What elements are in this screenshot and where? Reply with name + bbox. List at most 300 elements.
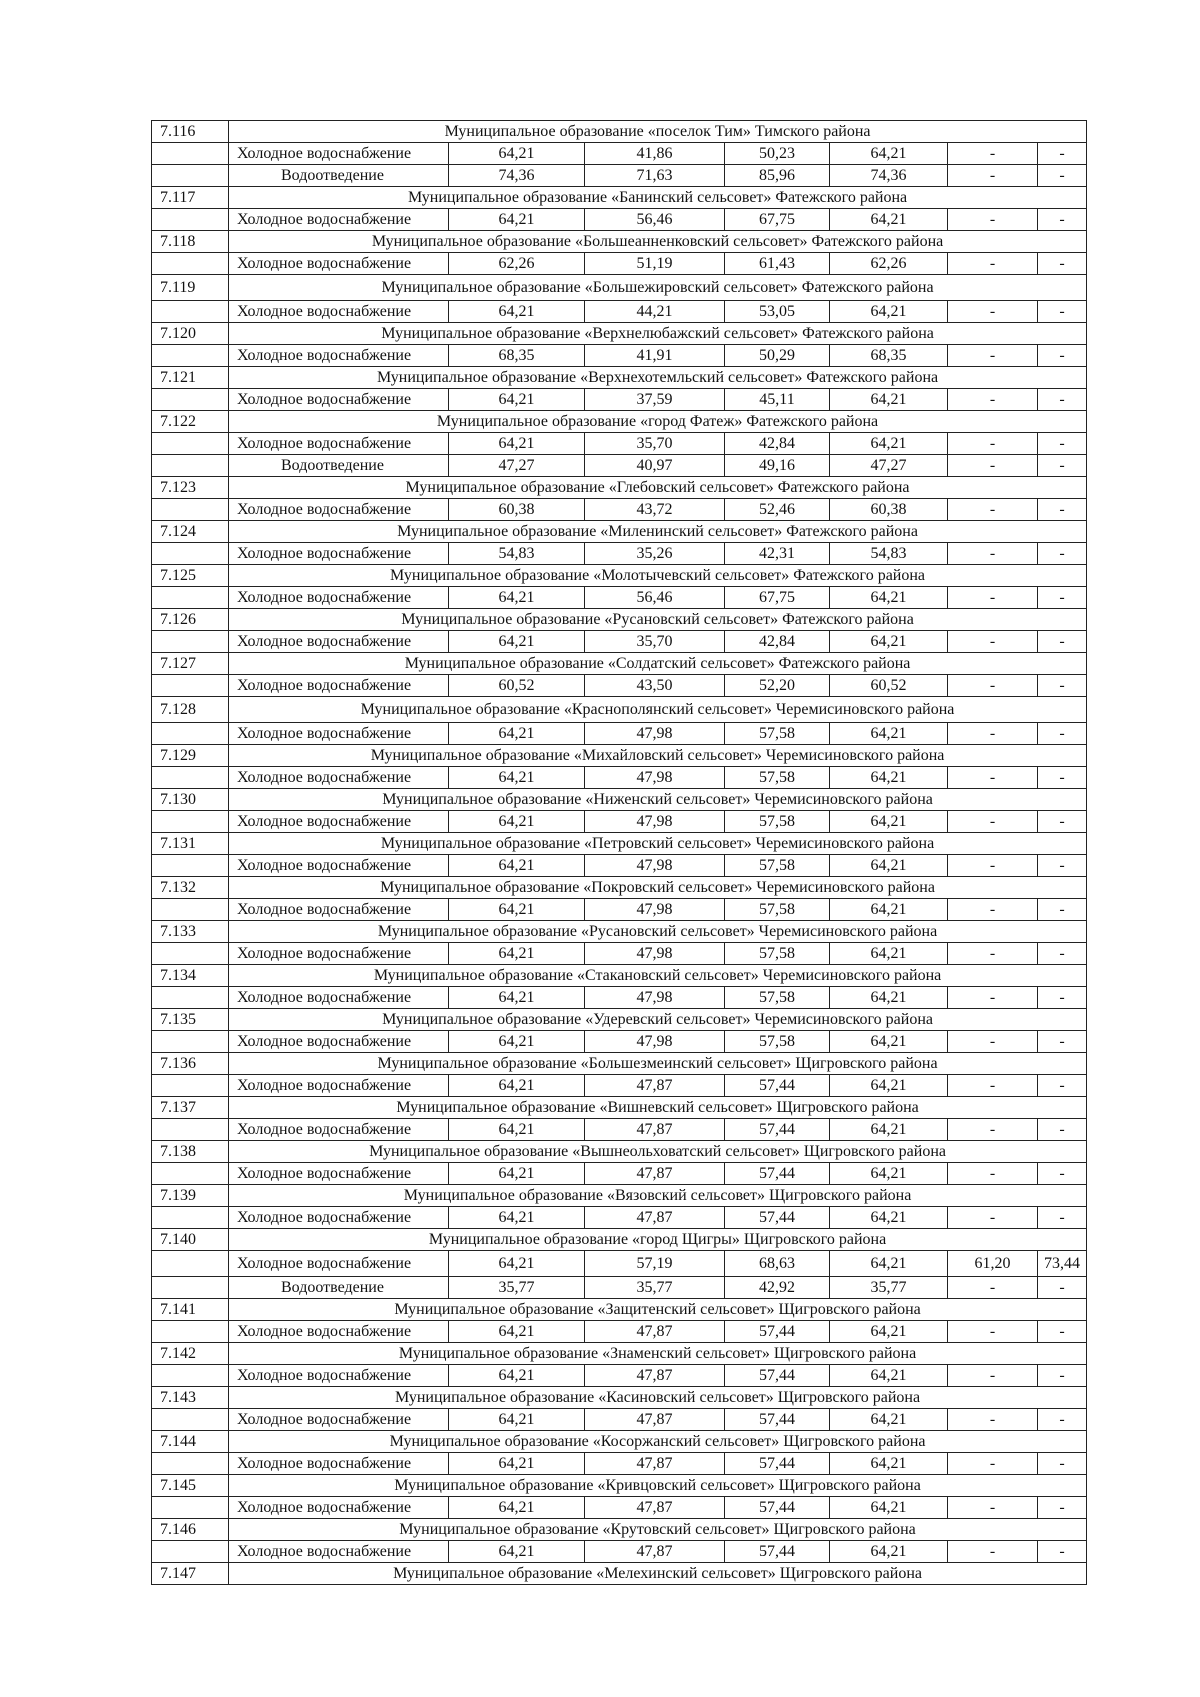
municipality-title: Муниципальное образование «Верхнелюбажский сельсовет» Фатежского района bbox=[229, 323, 1087, 345]
service-name: Холодное водоснабжение bbox=[229, 1409, 449, 1431]
municipality-header-row bbox=[152, 1519, 1087, 1541]
municipality-header-row bbox=[152, 275, 1087, 301]
tariff-3: 42,84 bbox=[725, 433, 830, 455]
tariff-5: - bbox=[948, 987, 1038, 1009]
tariff-4: 60,38 bbox=[830, 499, 948, 521]
tariff-2: 47,87 bbox=[585, 1497, 725, 1519]
tariff-6: - bbox=[1038, 301, 1087, 323]
tariff-3: 53,05 bbox=[725, 301, 830, 323]
service-name: Холодное водоснабжение bbox=[229, 631, 449, 653]
tariff-3: 57,44 bbox=[725, 1163, 830, 1185]
item-number: 7.125 bbox=[152, 565, 229, 587]
municipality-title: Муниципальное образование «Русановский сельсовет» Фатежского района bbox=[229, 609, 1087, 631]
tariff-1: 64,21 bbox=[449, 899, 585, 921]
tariff-4: 64,21 bbox=[830, 1497, 948, 1519]
municipality-header-row bbox=[152, 921, 1087, 943]
tariff-6: - bbox=[1038, 143, 1087, 165]
tariff-4: 64,21 bbox=[830, 1409, 948, 1431]
service-name: Холодное водоснабжение bbox=[229, 1031, 449, 1053]
municipality-header-row bbox=[152, 323, 1087, 345]
tariff-row bbox=[152, 1321, 1087, 1343]
item-number: 7.134 bbox=[152, 965, 229, 987]
tariff-row bbox=[152, 1075, 1087, 1097]
tariff-3: 52,20 bbox=[725, 675, 830, 697]
tariff-6: - bbox=[1038, 1163, 1087, 1185]
tariff-row bbox=[152, 631, 1087, 653]
tariff-row bbox=[152, 433, 1087, 455]
tariff-2: 35,70 bbox=[585, 433, 725, 455]
tariff-5: - bbox=[948, 1119, 1038, 1141]
tariff-row bbox=[152, 987, 1087, 1009]
tariff-row bbox=[152, 1541, 1087, 1563]
item-number-empty bbox=[152, 499, 229, 521]
tariff-4: 64,21 bbox=[830, 855, 948, 877]
tariff-4: 64,21 bbox=[830, 1075, 948, 1097]
municipality-header-row bbox=[152, 1097, 1087, 1119]
item-number: 7.139 bbox=[152, 1185, 229, 1207]
tariff-1: 64,21 bbox=[449, 1365, 585, 1387]
tariff-1: 62,26 bbox=[449, 253, 585, 275]
tariff-1: 64,21 bbox=[449, 1075, 585, 1097]
item-number: 7.129 bbox=[152, 745, 229, 767]
tariff-2: 40,97 bbox=[585, 455, 725, 477]
tariff-5: - bbox=[948, 943, 1038, 965]
tariff-5: - bbox=[948, 301, 1038, 323]
item-number: 7.126 bbox=[152, 609, 229, 631]
tariff-6: - bbox=[1038, 1321, 1087, 1343]
tariff-4: 64,21 bbox=[830, 767, 948, 789]
tariff-2: 44,21 bbox=[585, 301, 725, 323]
service-name: Холодное водоснабжение bbox=[229, 209, 449, 231]
municipality-header-row bbox=[152, 521, 1087, 543]
tariff-4: 74,36 bbox=[830, 165, 948, 187]
tariff-4: 64,21 bbox=[830, 723, 948, 745]
item-number-empty bbox=[152, 987, 229, 1009]
municipality-header-row bbox=[152, 1563, 1087, 1585]
tariff-2: 47,98 bbox=[585, 943, 725, 965]
tariff-4: 64,21 bbox=[830, 301, 948, 323]
item-number: 7.138 bbox=[152, 1141, 229, 1163]
tariff-1: 64,21 bbox=[449, 767, 585, 789]
municipality-title: Муниципальное образование «Ниженский сельсовет» Черемисиновского района bbox=[229, 789, 1087, 811]
municipality-header-row bbox=[152, 697, 1087, 723]
tariff-2: 47,87 bbox=[585, 1321, 725, 1343]
item-number-empty bbox=[152, 1031, 229, 1053]
tariff-1: 64,21 bbox=[449, 943, 585, 965]
item-number: 7.147 bbox=[152, 1563, 229, 1585]
tariff-5: - bbox=[948, 1031, 1038, 1053]
tariff-3: 57,44 bbox=[725, 1119, 830, 1141]
service-name: Холодное водоснабжение bbox=[229, 143, 449, 165]
tariff-row bbox=[152, 209, 1087, 231]
tariff-2: 51,19 bbox=[585, 253, 725, 275]
tariff-4: 64,21 bbox=[830, 1321, 948, 1343]
tariff-1: 64,21 bbox=[449, 723, 585, 745]
municipality-header-row bbox=[152, 609, 1087, 631]
municipality-header-row bbox=[152, 877, 1087, 899]
tariff-5: - bbox=[948, 1163, 1038, 1185]
tariff-row bbox=[152, 899, 1087, 921]
item-number-empty bbox=[152, 1453, 229, 1475]
municipality-title: Муниципальное образование «Защитенский сельсовет» Щигровского района bbox=[229, 1299, 1087, 1321]
tariff-3: 67,75 bbox=[725, 587, 830, 609]
tariff-5: - bbox=[948, 143, 1038, 165]
tariff-3: 57,58 bbox=[725, 767, 830, 789]
tariff-6: - bbox=[1038, 1497, 1087, 1519]
municipality-title: Муниципальное образование «Вишневский сельсовет» Щигровского района bbox=[229, 1097, 1087, 1119]
tariff-6: - bbox=[1038, 1409, 1087, 1431]
tariff-1: 64,21 bbox=[449, 433, 585, 455]
tariff-1: 64,21 bbox=[449, 209, 585, 231]
tariff-5: - bbox=[948, 723, 1038, 745]
tariff-3: 57,44 bbox=[725, 1453, 830, 1475]
tariff-1: 64,21 bbox=[449, 389, 585, 411]
tariff-2: 47,87 bbox=[585, 1541, 725, 1563]
tariff-4: 64,21 bbox=[830, 209, 948, 231]
tariff-2: 47,87 bbox=[585, 1075, 725, 1097]
tariff-3: 57,58 bbox=[725, 811, 830, 833]
item-number-empty bbox=[152, 1251, 229, 1277]
tariff-5: - bbox=[948, 1207, 1038, 1229]
tariff-6: - bbox=[1038, 767, 1087, 789]
tariff-5: - bbox=[948, 811, 1038, 833]
municipality-header-row bbox=[152, 477, 1087, 499]
service-name: Холодное водоснабжение bbox=[229, 253, 449, 275]
item-number: 7.117 bbox=[152, 187, 229, 209]
tariff-1: 64,21 bbox=[449, 1207, 585, 1229]
service-name: Холодное водоснабжение bbox=[229, 987, 449, 1009]
tariff-2: 47,98 bbox=[585, 899, 725, 921]
item-number: 7.140 bbox=[152, 1229, 229, 1251]
tariff-6: 73,44 bbox=[1038, 1251, 1087, 1277]
municipality-title: Муниципальное образование «Вышнеольховатский сельсовет» Щигровского района bbox=[229, 1141, 1087, 1163]
item-number-empty bbox=[152, 723, 229, 745]
service-name: Холодное водоснабжение bbox=[229, 1497, 449, 1519]
municipality-header-row bbox=[152, 1185, 1087, 1207]
service-name: Холодное водоснабжение bbox=[229, 345, 449, 367]
tariff-row bbox=[152, 1409, 1087, 1431]
municipality-title: Муниципальное образование «Касиновский сельсовет» Щигровского района bbox=[229, 1387, 1087, 1409]
item-number: 7.130 bbox=[152, 789, 229, 811]
item-number: 7.142 bbox=[152, 1343, 229, 1365]
tariff-5: - bbox=[948, 1365, 1038, 1387]
tariff-6: - bbox=[1038, 455, 1087, 477]
tariff-3: 57,58 bbox=[725, 723, 830, 745]
item-number: 7.119 bbox=[152, 275, 229, 301]
service-name: Холодное водоснабжение bbox=[229, 301, 449, 323]
tariff-4: 47,27 bbox=[830, 455, 948, 477]
tariff-1: 68,35 bbox=[449, 345, 585, 367]
tariff-4: 64,21 bbox=[830, 1207, 948, 1229]
service-name: Холодное водоснабжение bbox=[229, 1251, 449, 1277]
item-number-empty bbox=[152, 1119, 229, 1141]
tariff-4: 64,21 bbox=[830, 811, 948, 833]
item-number: 7.132 bbox=[152, 877, 229, 899]
item-number-empty bbox=[152, 301, 229, 323]
municipality-title: Муниципальное образование «Верхнехотемльский сельсовет» Фатежского района bbox=[229, 367, 1087, 389]
item-number-empty bbox=[152, 943, 229, 965]
tariff-5: - bbox=[948, 767, 1038, 789]
tariff-2: 47,87 bbox=[585, 1409, 725, 1431]
item-number: 7.120 bbox=[152, 323, 229, 345]
tariff-5: - bbox=[948, 1541, 1038, 1563]
tariff-5: - bbox=[948, 543, 1038, 565]
item-number: 7.124 bbox=[152, 521, 229, 543]
municipality-title: Муниципальное образование «Банинский сельсовет» Фатежского района bbox=[229, 187, 1087, 209]
tariff-1: 64,21 bbox=[449, 855, 585, 877]
tariff-4: 54,83 bbox=[830, 543, 948, 565]
tariff-3: 42,31 bbox=[725, 543, 830, 565]
tariff-4: 64,21 bbox=[830, 1365, 948, 1387]
tariff-3: 67,75 bbox=[725, 209, 830, 231]
tariff-3: 57,44 bbox=[725, 1541, 830, 1563]
item-number-empty bbox=[152, 1409, 229, 1431]
tariff-5: - bbox=[948, 1497, 1038, 1519]
municipality-title: Муниципальное образование «город Щигры» Щигровского района bbox=[229, 1229, 1087, 1251]
tariff-2: 35,26 bbox=[585, 543, 725, 565]
item-number-empty bbox=[152, 767, 229, 789]
tariff-table-body bbox=[152, 121, 1087, 1585]
municipality-header-row bbox=[152, 121, 1087, 143]
municipality-title: Муниципальное образование «Крутовский сельсовет» Щигровского района bbox=[229, 1519, 1087, 1541]
tariff-row bbox=[152, 811, 1087, 833]
item-number: 7.145 bbox=[152, 1475, 229, 1497]
tariff-row bbox=[152, 855, 1087, 877]
municipality-title: Муниципальное образование «Глебовский сельсовет» Фатежского района bbox=[229, 477, 1087, 499]
tariff-5: - bbox=[948, 899, 1038, 921]
tariff-1: 64,21 bbox=[449, 1321, 585, 1343]
item-number-empty bbox=[152, 811, 229, 833]
tariff-row bbox=[152, 165, 1087, 187]
item-number-empty bbox=[152, 389, 229, 411]
service-name: Холодное водоснабжение bbox=[229, 499, 449, 521]
service-name: Холодное водоснабжение bbox=[229, 587, 449, 609]
tariff-row bbox=[152, 1453, 1087, 1475]
service-name: Холодное водоснабжение bbox=[229, 855, 449, 877]
tariff-6: - bbox=[1038, 723, 1087, 745]
item-number-empty bbox=[152, 1497, 229, 1519]
tariff-2: 71,63 bbox=[585, 165, 725, 187]
tariff-2: 47,87 bbox=[585, 1119, 725, 1141]
tariff-4: 64,21 bbox=[830, 631, 948, 653]
municipality-header-row bbox=[152, 1141, 1087, 1163]
tariff-6: - bbox=[1038, 253, 1087, 275]
item-number-empty bbox=[152, 855, 229, 877]
tariff-3: 50,23 bbox=[725, 143, 830, 165]
municipality-title: Муниципальное образование «город Фатеж» Фатежского района bbox=[229, 411, 1087, 433]
tariff-3: 50,29 bbox=[725, 345, 830, 367]
municipality-title: Муниципальное образование «Кривцовский сельсовет» Щигровского района bbox=[229, 1475, 1087, 1497]
municipality-header-row bbox=[152, 653, 1087, 675]
tariff-4: 64,21 bbox=[830, 1453, 948, 1475]
tariff-2: 47,98 bbox=[585, 767, 725, 789]
tariff-2: 43,50 bbox=[585, 675, 725, 697]
tariff-2: 37,59 bbox=[585, 389, 725, 411]
item-number: 7.123 bbox=[152, 477, 229, 499]
tariff-6: - bbox=[1038, 587, 1087, 609]
tariff-5: - bbox=[948, 499, 1038, 521]
item-number: 7.143 bbox=[152, 1387, 229, 1409]
municipality-title: Муниципальное образование «Солдатский сельсовет» Фатежского района bbox=[229, 653, 1087, 675]
tariff-6: - bbox=[1038, 1365, 1087, 1387]
municipality-title: Муниципальное образование «Миленинский сельсовет» Фатежского района bbox=[229, 521, 1087, 543]
tariff-3: 68,63 bbox=[725, 1251, 830, 1277]
tariff-2: 47,87 bbox=[585, 1207, 725, 1229]
tariff-table bbox=[151, 120, 1087, 1585]
tariff-2: 57,19 bbox=[585, 1251, 725, 1277]
tariff-6: - bbox=[1038, 675, 1087, 697]
municipality-header-row bbox=[152, 231, 1087, 253]
municipality-header-row bbox=[152, 1431, 1087, 1453]
tariff-1: 64,21 bbox=[449, 1541, 585, 1563]
tariff-2: 43,72 bbox=[585, 499, 725, 521]
municipality-title: Муниципальное образование «Краснополянский сельсовет» Черемисиновского района bbox=[229, 697, 1087, 723]
tariff-6: - bbox=[1038, 1207, 1087, 1229]
tariff-1: 64,21 bbox=[449, 1119, 585, 1141]
tariff-2: 47,87 bbox=[585, 1453, 725, 1475]
tariff-6: - bbox=[1038, 433, 1087, 455]
item-number-empty bbox=[152, 1163, 229, 1185]
tariff-4: 64,21 bbox=[830, 1251, 948, 1277]
item-number-empty bbox=[152, 1075, 229, 1097]
item-number-empty bbox=[152, 1207, 229, 1229]
municipality-title: Муниципальное образование «Мелехинский сельсовет» Щигровского района bbox=[229, 1563, 1087, 1585]
tariff-2: 47,98 bbox=[585, 1031, 725, 1053]
municipality-header-row bbox=[152, 965, 1087, 987]
tariff-row bbox=[152, 1031, 1087, 1053]
tariff-6: - bbox=[1038, 499, 1087, 521]
tariff-1: 64,21 bbox=[449, 987, 585, 1009]
tariff-6: - bbox=[1038, 1453, 1087, 1475]
tariff-4: 68,35 bbox=[830, 345, 948, 367]
tariff-2: 47,98 bbox=[585, 723, 725, 745]
tariff-6: - bbox=[1038, 1277, 1087, 1299]
tariff-4: 62,26 bbox=[830, 253, 948, 275]
municipality-title: Муниципальное образование «Большезмеинский сельсовет» Щигровского района bbox=[229, 1053, 1087, 1075]
service-name: Холодное водоснабжение bbox=[229, 1163, 449, 1185]
municipality-header-row bbox=[152, 745, 1087, 767]
item-number: 7.116 bbox=[152, 121, 229, 143]
tariff-row bbox=[152, 253, 1087, 275]
item-number-empty bbox=[152, 1365, 229, 1387]
tariff-3: 52,46 bbox=[725, 499, 830, 521]
item-number-empty bbox=[152, 1321, 229, 1343]
item-number-empty bbox=[152, 1277, 229, 1299]
service-name: Холодное водоснабжение bbox=[229, 811, 449, 833]
item-number: 7.121 bbox=[152, 367, 229, 389]
tariff-1: 64,21 bbox=[449, 811, 585, 833]
tariff-5: - bbox=[948, 587, 1038, 609]
item-number: 7.136 bbox=[152, 1053, 229, 1075]
tariff-row bbox=[152, 1365, 1087, 1387]
tariff-5: - bbox=[948, 209, 1038, 231]
tariff-1: 60,38 bbox=[449, 499, 585, 521]
tariff-2: 35,77 bbox=[585, 1277, 725, 1299]
municipality-header-row bbox=[152, 367, 1087, 389]
item-number-empty bbox=[152, 433, 229, 455]
municipality-title: Муниципальное образование «Большежировский сельсовет» Фатежского района bbox=[229, 275, 1087, 301]
tariff-4: 64,21 bbox=[830, 1119, 948, 1141]
tariff-1: 64,21 bbox=[449, 1409, 585, 1431]
tariff-3: 57,44 bbox=[725, 1497, 830, 1519]
tariff-row bbox=[152, 587, 1087, 609]
tariff-row bbox=[152, 767, 1087, 789]
municipality-header-row bbox=[152, 1475, 1087, 1497]
service-name: Холодное водоснабжение bbox=[229, 723, 449, 745]
tariff-1: 60,52 bbox=[449, 675, 585, 697]
municipality-header-row bbox=[152, 411, 1087, 433]
tariff-row bbox=[152, 1251, 1087, 1277]
tariff-6: - bbox=[1038, 345, 1087, 367]
tariff-2: 41,91 bbox=[585, 345, 725, 367]
municipality-header-row bbox=[152, 1009, 1087, 1031]
tariff-row bbox=[152, 1163, 1087, 1185]
tariff-6: - bbox=[1038, 855, 1087, 877]
tariff-1: 35,77 bbox=[449, 1277, 585, 1299]
tariff-3: 57,44 bbox=[725, 1075, 830, 1097]
tariff-3: 42,92 bbox=[725, 1277, 830, 1299]
tariff-4: 64,21 bbox=[830, 143, 948, 165]
tariff-6: - bbox=[1038, 1075, 1087, 1097]
service-name: Холодное водоснабжение bbox=[229, 1119, 449, 1141]
tariff-row bbox=[152, 499, 1087, 521]
tariff-row bbox=[152, 1119, 1087, 1141]
tariff-2: 47,98 bbox=[585, 987, 725, 1009]
tariff-1: 47,27 bbox=[449, 455, 585, 477]
item-number-empty bbox=[152, 455, 229, 477]
tariff-row bbox=[152, 455, 1087, 477]
municipality-header-row bbox=[152, 789, 1087, 811]
municipality-title: Муниципальное образование «Покровский сельсовет» Черемисиновского района bbox=[229, 877, 1087, 899]
tariff-1: 64,21 bbox=[449, 143, 585, 165]
tariff-row bbox=[152, 143, 1087, 165]
service-name: Холодное водоснабжение bbox=[229, 1453, 449, 1475]
service-name: Холодное водоснабжение bbox=[229, 1321, 449, 1343]
tariff-3: 49,16 bbox=[725, 455, 830, 477]
municipality-header-row bbox=[152, 1343, 1087, 1365]
service-name: Водоотведение bbox=[229, 1277, 449, 1299]
tariff-4: 60,52 bbox=[830, 675, 948, 697]
tariff-1: 64,21 bbox=[449, 1453, 585, 1475]
municipality-title: Муниципальное образование «Косоржанский сельсовет» Щигровского района bbox=[229, 1431, 1087, 1453]
tariff-4: 64,21 bbox=[830, 587, 948, 609]
item-number-empty bbox=[152, 1541, 229, 1563]
tariff-5: - bbox=[948, 855, 1038, 877]
tariff-6: - bbox=[1038, 811, 1087, 833]
tariff-5: - bbox=[948, 1321, 1038, 1343]
municipality-header-row bbox=[152, 1299, 1087, 1321]
tariff-4: 64,21 bbox=[830, 987, 948, 1009]
municipality-title: Муниципальное образование «Русановский сельсовет» Черемисиновского района bbox=[229, 921, 1087, 943]
municipality-header-row bbox=[152, 833, 1087, 855]
tariff-6: - bbox=[1038, 209, 1087, 231]
tariff-row bbox=[152, 675, 1087, 697]
tariff-2: 47,98 bbox=[585, 855, 725, 877]
item-number-empty bbox=[152, 675, 229, 697]
service-name: Холодное водоснабжение bbox=[229, 1075, 449, 1097]
tariff-5: - bbox=[948, 1075, 1038, 1097]
tariff-1: 64,21 bbox=[449, 587, 585, 609]
tariff-1: 54,83 bbox=[449, 543, 585, 565]
tariff-5: - bbox=[948, 345, 1038, 367]
item-number: 7.137 bbox=[152, 1097, 229, 1119]
tariff-6: - bbox=[1038, 899, 1087, 921]
tariff-3: 57,44 bbox=[725, 1365, 830, 1387]
tariff-row bbox=[152, 389, 1087, 411]
tariff-1: 64,21 bbox=[449, 631, 585, 653]
item-number: 7.133 bbox=[152, 921, 229, 943]
tariff-4: 64,21 bbox=[830, 1163, 948, 1185]
